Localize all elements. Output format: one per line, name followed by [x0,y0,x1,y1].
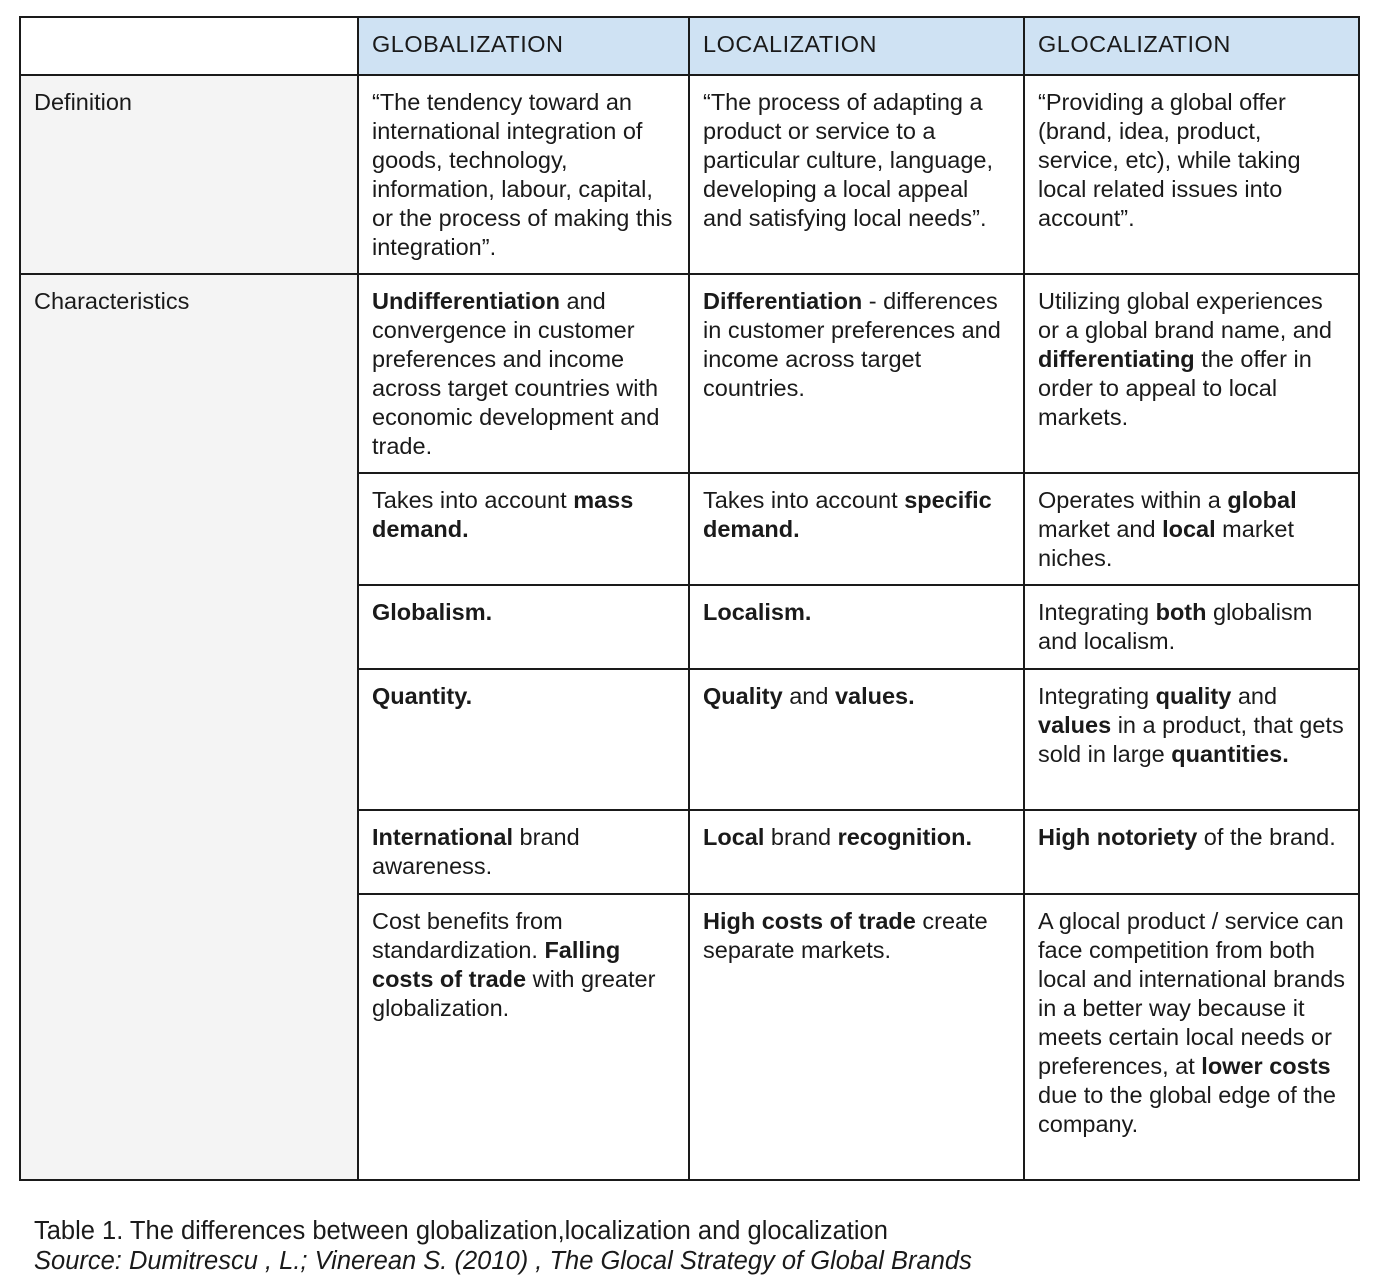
text: brand awareness. [372,824,580,879]
characteristic-glocalization [1024,669,1359,810]
bold-text: both [1155,599,1207,625]
text: Utilizing global experiences or a global brand name, and [1038,288,1332,343]
characteristic-glocalization [1024,585,1359,669]
text: with greater globalization. [372,966,656,1021]
bold-text: Local [703,824,765,850]
characteristic-glocalization [1024,274,1359,473]
bold-text: differentiating [1038,346,1195,372]
characteristic-glocalization [1024,473,1359,585]
comparison-table [19,16,1360,1181]
text: globalism and localism. [1038,599,1313,654]
header-corner-cell [20,17,358,75]
text: - differences in customer preferences and income across target countries. [703,288,1001,401]
bold-text: global [1227,487,1297,513]
bold-text: International [372,824,514,850]
characteristic-globalization [358,669,689,810]
text: and [782,683,835,709]
text: Operates within a [1038,487,1228,513]
bold-text: Globalism. [372,599,493,625]
bold-text: High notoriety [1038,824,1198,850]
bold-text: quantities. [1171,741,1289,767]
characteristic-globalization [358,585,689,669]
text: due to the global edge of the company. [1038,1082,1336,1137]
bold-text: Quantity. [372,683,473,709]
text: create separate markets. [703,908,988,963]
characteristic-glocalization [1024,894,1359,1180]
characteristic-localization [689,585,1024,669]
text: A glocal product / service can face competition from both local and international brands in a better way because it meets certain local needs or preferences, at [1038,908,1346,1079]
bold-text: Differentiation [703,288,863,314]
characteristic-globalization [358,894,689,1180]
characteristic-globalization [358,473,689,585]
text: market and [1038,516,1163,542]
definition-label: Definition [20,75,358,274]
table-caption: Table 1. The differences between globalization,localization and glocalization [34,1217,888,1245]
text: Integrating [1038,683,1156,709]
bold-text: lower costs [1201,1053,1331,1079]
text: the offer in order to appeal to local markets. [1038,346,1312,430]
bold-text: Quality [703,683,783,709]
header-globalization: GLOBALIZATION [358,17,689,75]
header-glocalization: GLOCALIZATION [1024,17,1359,75]
bold-text: recognition. [837,824,973,850]
text: Cost benefits from standardization. [372,908,563,963]
definition-localization: “The process of adapting a product or service to a particular culture, language, developing a local appeal and satisfying local needs”. [689,75,1024,274]
bold-text: quality [1155,683,1232,709]
text: and [1231,683,1278,709]
table-source: Source: Dumitrescu , L.; Vinerean S. (2010) , The Glocal Strategy of Global Brands [34,1247,972,1275]
bold-text: specific demand. [703,487,992,542]
text: Integrating [1038,599,1156,625]
bold-text: values. [834,683,915,709]
header-row [20,17,1359,75]
bold-text: Falling costs of trade [372,937,621,992]
bold-text: High costs of trade [703,908,916,934]
characteristic-globalization [358,274,689,473]
characteristic-localization [689,894,1024,1180]
text: and convergence in customer preferences and income across target countries with economic development and trade. [372,288,660,459]
bold-text: local [1162,516,1216,542]
text: in a product, that gets sold in large [1038,712,1344,767]
bold-text: values [1038,712,1112,738]
definition-row [20,75,1359,274]
characteristic-localization [689,274,1024,473]
characteristic-localization [689,810,1024,894]
bold-text: Undifferentiation [372,288,560,314]
text: brand [764,824,838,850]
characteristic-globalization [358,810,689,894]
bold-text: Localism. [703,599,812,625]
text: Takes into account [703,487,905,513]
text: market niches. [1038,516,1295,571]
characteristics-row [20,274,1359,473]
characteristic-localization [689,669,1024,810]
definition-glocalization: “Providing a global offer (brand, idea, product, service, etc), while taking local related issues into account”. [1024,75,1359,274]
text: of the brand. [1197,824,1336,850]
text: Takes into account [372,487,574,513]
characteristic-localization [689,473,1024,585]
characteristic-glocalization [1024,810,1359,894]
bold-text: mass demand. [372,487,634,542]
characteristics-label: Characteristics [20,274,358,1180]
header-localization: LOCALIZATION [689,17,1024,75]
definition-globalization: “The tendency toward an international integration of goods, technology, information, labour, capital, or the process of making this integration”. [358,75,689,274]
